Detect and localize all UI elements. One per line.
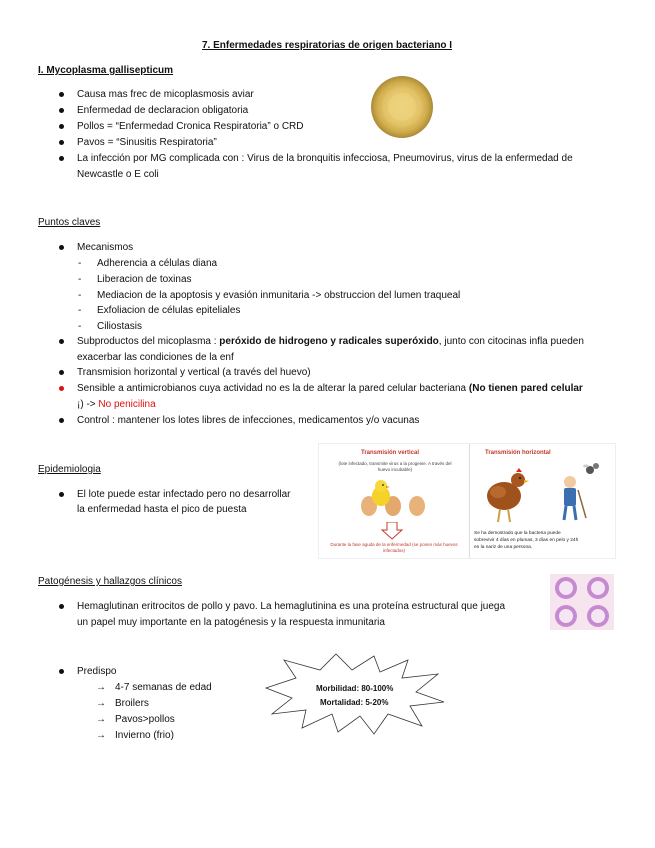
sub-list-item: Liberacion de toxinas <box>97 274 192 285</box>
transmission-figure <box>318 443 616 559</box>
list-item: Causa mas frec de micoplasmosis aviar <box>77 89 254 100</box>
vertical-transmission-caption: Durante la fase aguda de la enfermedad (se ponen más huevos infectados) <box>330 542 458 553</box>
list-item: Enfermedad de declaracion obligatoria <box>77 105 249 116</box>
bullet-icon <box>59 492 64 497</box>
horizontal-transmission-panel <box>470 444 615 558</box>
section-heading-puntos-claves: Puntos claves <box>38 217 101 228</box>
sub-list-item: Adherencia a células diana <box>97 258 218 269</box>
list-item: Hemaglutinan eritrocitos de pollo y pavo. La hemaglutinina es una proteína estructural que juega <box>77 601 506 612</box>
arrow-right-icon: → <box>96 730 106 741</box>
bullet-icon <box>59 339 64 344</box>
chick-and-eggs-image <box>357 478 429 518</box>
down-arrow-icon <box>381 522 403 540</box>
list-item-continuation: ¡) -> No penicilina <box>77 399 156 410</box>
horizontal-transmission-caption: Se ha demostrado que la bacteria puede sobrevivir 4 días en plumas, 3 días en pelo y 24h en la nariz de una persona. <box>474 531 579 550</box>
bullet-icon <box>59 245 64 250</box>
bullet-icon <box>59 669 64 674</box>
sub-list-item: Pavos>pollos <box>115 714 175 725</box>
dash-icon: - <box>78 274 82 285</box>
morbilidad-label: Morbilidad: 80-100% <box>316 684 394 693</box>
dash-icon: - <box>78 321 82 332</box>
vertical-transmission-title: Transmisión vertical <box>361 450 420 456</box>
list-item-subproductos: Subproductos del micoplasma : peróxido de hidrogeno y radicales superóxido, junto con citocinas infla pueden <box>77 336 584 347</box>
list-item: Pavos = “Sinusitis Respiratoria” <box>77 137 217 148</box>
dash-icon: - <box>78 305 82 316</box>
list-item: Mecanismos <box>77 242 134 253</box>
bullet-icon-red <box>59 386 64 391</box>
arrow-right-icon: → <box>96 698 106 709</box>
horizontal-transmission-title: Transmisión horizontal <box>485 450 551 456</box>
bullet-icon <box>59 156 64 161</box>
section-heading-mycoplasma: I. Mycoplasma gallisepticum <box>38 65 174 76</box>
bullet-icon <box>59 92 64 97</box>
list-item-continuation: exacerbar las condiciones de la enf <box>77 352 234 363</box>
vertical-transmission-desc: (lote infectado, transmite virus a la progenie. A través del huevo incubable) <box>338 461 452 472</box>
hen-and-farmer-image <box>478 460 608 526</box>
bullet-icon <box>59 604 64 609</box>
sub-list-item: Broilers <box>115 698 149 709</box>
bullet-icon <box>59 108 64 113</box>
list-item: Transmision horizontal y vertical (a través del huevo) <box>77 367 311 378</box>
bullet-icon <box>59 140 64 145</box>
sub-list-item: Ciliostasis <box>97 321 143 332</box>
list-item-continuation: un papel muy importante en la patogénesis y la respuesta inmunitaria <box>77 617 385 628</box>
section-heading-patogenesis: Patogénesis y hallazgos clínicos <box>38 576 182 587</box>
bullet-icon <box>59 418 64 423</box>
sub-list-item: Mediacion de la apoptosis y evasión inmunitaria -> obstruccion del lumen traqueal <box>97 290 461 301</box>
bullet-icon <box>59 370 64 375</box>
list-item-continuation: Newcastle o E coli <box>77 169 159 180</box>
list-item-sensible: Sensible a antimicrobianos cuya actividad no es la de alterar la pared celular bacteriana (No tienen pared celular <box>77 383 583 394</box>
hemagglutination-image <box>550 574 614 630</box>
list-item: Pollos = “Enfermedad Cronica Respiratoria” o CRD <box>77 121 304 132</box>
dash-icon: - <box>78 258 82 269</box>
bullet-icon <box>59 124 64 129</box>
mortalidad-label: Mortalidad: 5-20% <box>320 698 389 707</box>
list-item: Predispo <box>77 666 117 677</box>
mycoplasma-colony-image <box>370 75 434 139</box>
starburst-callout <box>262 652 446 736</box>
arrow-right-icon: → <box>96 682 106 693</box>
list-item: Control : mantener los lotes libres de infecciones, medicamentos y/o vacunas <box>77 415 420 426</box>
sub-list-item: Exfoliacion de células epiteliales <box>97 305 241 316</box>
list-item: El lote puede estar infectado pero no desarrollar <box>77 489 291 500</box>
arrow-right-icon: → <box>96 714 106 725</box>
vertical-transmission-panel <box>319 444 469 558</box>
page-title: 7. Enfermedades respiratorias de origen bacteriano I <box>202 40 453 51</box>
sub-list-item: Invierno (frio) <box>115 730 174 741</box>
sub-list-item: 4-7 semanas de edad <box>115 682 212 693</box>
list-item: La infección por MG complicada con : Virus de la bronquitis infecciosa, Pneumovirus, virus de la enfermedad de <box>77 153 573 164</box>
dash-icon: - <box>78 290 82 301</box>
section-heading-epidemiologia: Epidemiologia <box>38 464 101 475</box>
list-item-continuation: la enfermedad hasta el pico de puesta <box>77 504 247 515</box>
